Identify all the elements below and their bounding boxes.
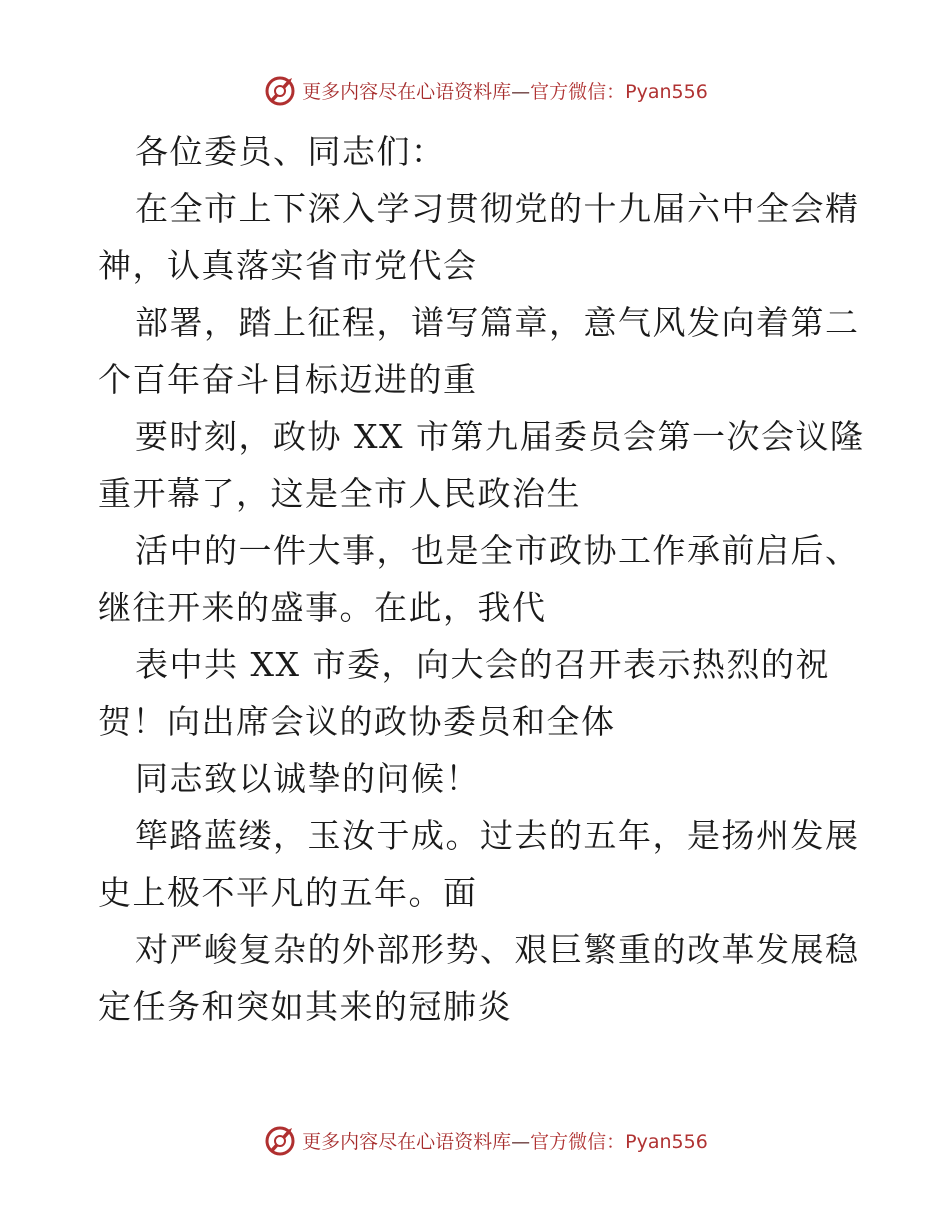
text-line: 筚路蓝缕，玉汝于成。过去的五年，是扬州发展 [135,816,860,855]
footer-watermark-banner [0,1120,950,1160]
text-line: 继往开来的盛事。在此，我代 [98,588,547,627]
quill-logo-icon [262,72,298,108]
banner-content [262,72,708,108]
text-line: 个百年奋斗目标迈进的重 [98,360,478,399]
text-line: 定任务和突如其来的冠肺炎 [98,987,512,1026]
quill-logo-icon [262,1122,298,1158]
text-line: 活中的一件大事，也是全市政协工作承前启后、 [135,531,860,570]
text-line: 贺！向出席会议的政协委员和全体 [98,702,616,741]
text-line: 对严峻复杂的外部形势、艰巨繁重的改革发展稳 [135,930,860,969]
document-body [98,123,865,1035]
text-line: 史上极不平凡的五年。面 [98,873,478,912]
text-line: 部署，踏上征程，谱写篇章，意气风发向着第二 [135,303,860,342]
text-line: 重开幕了，这是全市人民政治生 [98,474,581,513]
text-line: 要时刻，政协 XX 市第九届委员会第一次会议隆 [135,417,865,456]
text-line: 各位委员、同志们： [135,132,446,171]
banner-text-main: 更多内容尽在心语资料库 [302,80,512,103]
banner-text [302,1127,708,1154]
text-line: 表中共 XX 市委，向大会的召开表示热烈的祝 [135,645,830,684]
text-line: 同志致以诚挚的问候！ [135,759,480,798]
text-line: 神，认真落实省市党代会 [98,246,478,285]
header-watermark-banner [0,70,950,110]
banner-text-main: 更多内容尽在心语资料库 [302,1130,512,1153]
banner-text [302,77,708,104]
banner-dash: — [511,80,531,103]
banner-wechat: 官方微信：Pyan556 [530,1130,708,1153]
text-line: 在全市上下深入学习贯彻党的十九届六中全会精 [135,189,860,228]
banner-dash: — [511,1130,531,1153]
banner-wechat: 官方微信：Pyan556 [530,80,708,103]
banner-content [262,1122,708,1158]
